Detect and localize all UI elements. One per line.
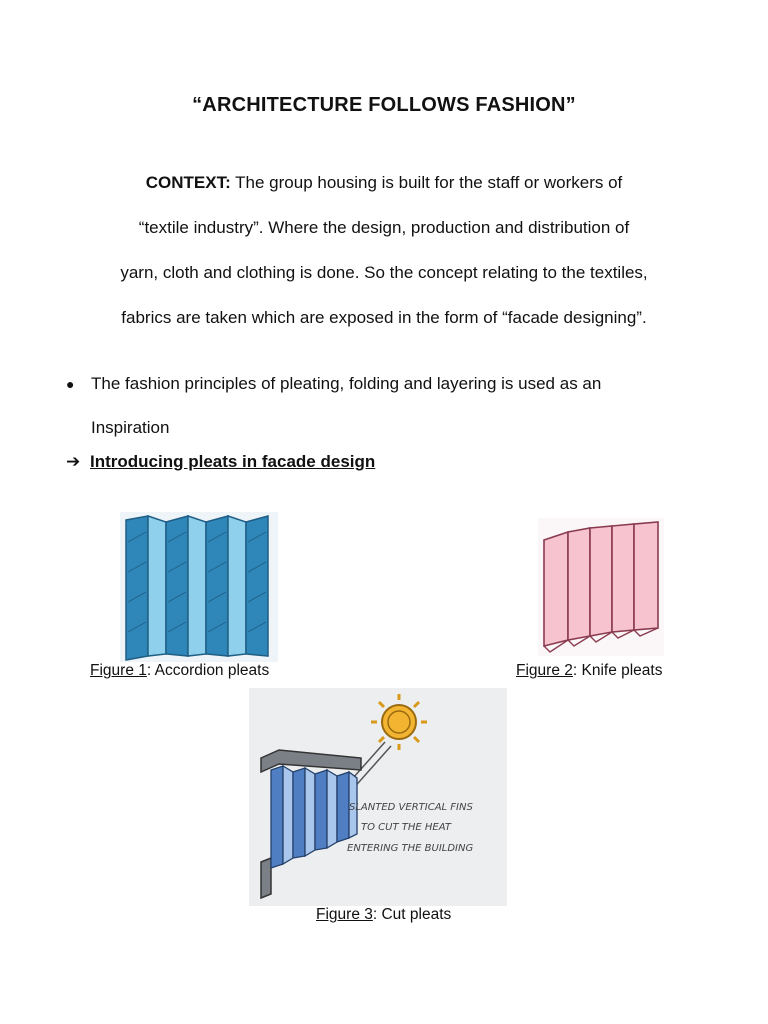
knife-pleats-figure (538, 518, 664, 656)
cut-pleats-figure (249, 688, 507, 906)
bullet-line-1: The fashion principles of pleating, folding and layering is used as an (91, 374, 602, 393)
figure-1-ref: Figure 1 (90, 662, 147, 679)
figure-3-caption: Figure 3: Cut pleats (316, 906, 452, 923)
context-line-3: yarn, cloth and clothing is done. So the concept relating to the textiles, (120, 263, 648, 282)
bullet-line-2: Inspiration (91, 418, 170, 437)
figure-1-caption: Figure 1: Accordion pleats (90, 662, 270, 679)
figure-2-ref: Figure 2 (516, 662, 573, 679)
note-line-2: TO CUT THE HEAT (361, 822, 451, 833)
context-line-4: fabrics are taken which are exposed in the form of “facade designing”. (121, 308, 647, 327)
note-line-1: SLANTED VERTICAL FINS (349, 802, 473, 813)
subheading-text: Introducing pleats in facade design (90, 452, 376, 471)
page-title: “ARCHITECTURE FOLLOWS FASHION” (192, 94, 576, 116)
context-line-2: “textile industry”. Where the design, production and distribution of (138, 218, 630, 237)
context-paragraph (70, 160, 698, 340)
figure-2-caption: Figure 2: Knife pleats (516, 662, 663, 679)
figure-3-ref: Figure 3 (316, 906, 373, 923)
subheading (66, 452, 375, 472)
note-line-3: ENTERING THE BUILDING (347, 843, 474, 854)
arrow-right-icon: ➔ (66, 452, 81, 471)
bullet-dot-icon: ● (66, 376, 75, 392)
context-line-1: CONTEXT: The group housing is built for the staff or workers of (145, 173, 623, 192)
accordion-pleats-figure (120, 512, 278, 662)
bullet-item (66, 362, 706, 450)
context-label: CONTEXT: (145, 173, 231, 192)
